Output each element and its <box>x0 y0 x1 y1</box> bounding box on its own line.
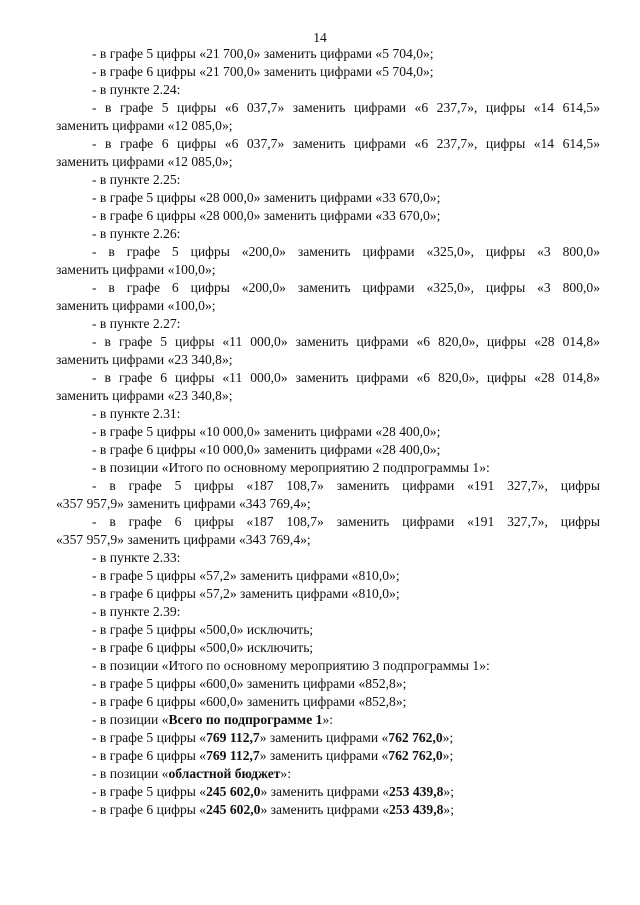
text-line <box>56 63 600 81</box>
text-fragment: заменить цифрами «100,0»; <box>56 298 216 313</box>
text-fragment: - в пункте 2.24: <box>92 82 181 97</box>
text-fragment: - в пункте 2.31: <box>92 406 181 421</box>
text-line <box>56 459 600 477</box>
text-fragment: » заменить цифрами « <box>260 802 390 817</box>
text-fragment: »: <box>322 712 334 727</box>
bold-text-fragment: Всего по подпрограмме 1 <box>168 712 323 727</box>
text-line <box>56 729 600 747</box>
text-fragment: - в графе 5 цифры «57,2» заменить цифрами «810,0»; <box>92 568 400 583</box>
text-fragment: - в графе 6 цифры «21 700,0» заменить цифрами «5 704,0»; <box>92 64 434 79</box>
text-fragment: - в графе 5 цифры «500,0» исключить; <box>92 622 314 637</box>
text-fragment: - в позиции « <box>92 766 169 781</box>
text-fragment: » заменить цифрами « <box>259 730 389 745</box>
text-fragment: - в позиции «Итого по основному мероприятию 3 подпрограммы 1»: <box>92 658 490 673</box>
text-fragment: - в графе 6 цифры «10 000,0» заменить цифрами «28 400,0»; <box>92 442 441 457</box>
text-fragment: «357 957,9» заменить цифрами «343 769,4»; <box>56 532 311 547</box>
text-fragment: заменить цифрами «100,0»; <box>56 262 216 277</box>
bold-text-fragment: 769 112,7 <box>206 730 260 745</box>
text-line <box>56 387 600 405</box>
text-line <box>56 495 600 513</box>
text-line <box>56 783 600 801</box>
bold-text-fragment: 762 762,0 <box>388 748 443 763</box>
text-line <box>56 549 600 567</box>
text-line <box>56 531 600 549</box>
text-fragment: заменить цифрами «12 085,0»; <box>56 154 233 169</box>
text-fragment: »; <box>443 784 454 799</box>
text-line <box>56 747 600 765</box>
text-fragment: - в графе 6 цифры «600,0» заменить цифрами «852,8»; <box>92 694 407 709</box>
text-fragment: - в графе 6 цифры «187 108,7» заменить цифрами «191 327,7», цифры <box>92 514 600 529</box>
text-fragment: - в пункте 2.39: <box>92 604 181 619</box>
text-fragment: - в позиции «Итого по основному мероприятию 2 подпрограммы 1»: <box>92 460 490 475</box>
text-line <box>56 603 600 621</box>
text-fragment: заменить цифрами «23 340,8»; <box>56 388 233 403</box>
text-line <box>56 99 600 117</box>
text-fragment: заменить цифрами «12 085,0»; <box>56 118 233 133</box>
text-line <box>56 207 600 225</box>
text-fragment: - в графе 6 цифры « <box>92 748 207 763</box>
text-line <box>56 639 600 657</box>
text-line <box>56 171 600 189</box>
bold-text-fragment: 245 602,0 <box>206 784 261 799</box>
text-line <box>56 243 600 261</box>
text-line <box>56 585 600 603</box>
text-fragment: - в графе 6 цифры «6 037,7» заменить цифрами «6 237,7», цифры «14 614,5» <box>92 136 600 151</box>
text-fragment: - в графе 5 цифры «187 108,7» заменить цифрами «191 327,7», цифры <box>92 478 600 493</box>
text-line <box>56 45 600 63</box>
text-line <box>56 225 600 243</box>
text-line <box>56 279 600 297</box>
text-fragment: » заменить цифрами « <box>260 784 390 799</box>
text-fragment: - в графе 5 цифры «28 000,0» заменить цифрами «33 670,0»; <box>92 190 441 205</box>
text-fragment: » заменить цифрами « <box>259 748 389 763</box>
text-line <box>56 657 600 675</box>
bold-text-fragment: 769 112,7 <box>206 748 260 763</box>
text-fragment: - в графе 6 цифры «500,0» исключить; <box>92 640 314 655</box>
bold-text-fragment: 253 439,8 <box>389 802 444 817</box>
text-line <box>56 513 600 531</box>
text-fragment: »; <box>442 748 454 763</box>
text-fragment: «357 957,9» заменить цифрами «343 769,4»; <box>56 496 311 511</box>
text-line <box>56 315 600 333</box>
text-line <box>56 801 600 819</box>
text-line <box>56 405 600 423</box>
text-line <box>56 675 600 693</box>
text-line <box>56 81 600 99</box>
text-fragment: »: <box>280 766 291 781</box>
bold-text-fragment: 762 762,0 <box>388 730 443 745</box>
text-line <box>56 765 600 783</box>
text-line <box>56 135 600 153</box>
text-fragment: - в графе 5 цифры «21 700,0» заменить цифрами «5 704,0»; <box>92 46 434 61</box>
text-fragment: - в графе 6 цифры «11 000,0» заменить цифрами «6 820,0», цифры «28 014,8» <box>92 370 600 385</box>
text-fragment: - в графе 6 цифры « <box>92 802 207 817</box>
text-line <box>56 117 600 135</box>
text-line <box>56 621 600 639</box>
text-line <box>56 333 600 351</box>
text-line <box>56 477 600 495</box>
page-number: 14 <box>313 30 327 45</box>
document-body <box>56 45 600 819</box>
text-line <box>56 189 600 207</box>
text-fragment: - в графе 5 цифры «11 000,0» заменить цифрами «6 820,0», цифры «28 014,8» <box>92 334 600 349</box>
text-line <box>56 567 600 585</box>
text-line <box>56 423 600 441</box>
text-line <box>56 261 600 279</box>
text-fragment: - в графе 6 цифры «200,0» заменить цифрами «325,0», цифры «3 800,0» <box>92 280 600 295</box>
text-fragment: - в графе 5 цифры « <box>92 784 207 799</box>
bold-text-fragment: областной бюджет <box>168 766 281 781</box>
text-fragment: - в графе 6 цифры «57,2» заменить цифрами «810,0»; <box>92 586 400 601</box>
text-fragment: »; <box>442 730 454 745</box>
bold-text-fragment: 245 602,0 <box>206 802 261 817</box>
text-fragment: - в позиции « <box>92 712 169 727</box>
text-fragment: - в пункте 2.25: <box>92 172 181 187</box>
text-fragment: - в графе 5 цифры « <box>92 730 207 745</box>
text-fragment: - в пункте 2.26: <box>92 226 181 241</box>
text-line <box>56 297 600 315</box>
text-fragment: заменить цифрами «23 340,8»; <box>56 352 233 367</box>
text-fragment: - в графе 5 цифры «6 037,7» заменить цифрами «6 237,7», цифры «14 614,5» <box>92 100 600 115</box>
text-line <box>56 441 600 459</box>
text-fragment: - в графе 6 цифры «28 000,0» заменить цифрами «33 670,0»; <box>92 208 441 223</box>
bold-text-fragment: 253 439,8 <box>389 784 444 799</box>
text-line <box>56 351 600 369</box>
text-line <box>56 369 600 387</box>
text-line <box>56 693 600 711</box>
text-fragment: - в графе 5 цифры «200,0» заменить цифрами «325,0», цифры «3 800,0» <box>92 244 600 259</box>
text-fragment: - в графе 5 цифры «10 000,0» заменить цифрами «28 400,0»; <box>92 424 441 439</box>
text-line <box>56 711 600 729</box>
text-fragment: »; <box>443 802 454 817</box>
text-line <box>56 153 600 171</box>
text-fragment: - в пункте 2.27: <box>92 316 181 331</box>
text-fragment: - в пункте 2.33: <box>92 550 181 565</box>
text-fragment: - в графе 5 цифры «600,0» заменить цифрами «852,8»; <box>92 676 407 691</box>
